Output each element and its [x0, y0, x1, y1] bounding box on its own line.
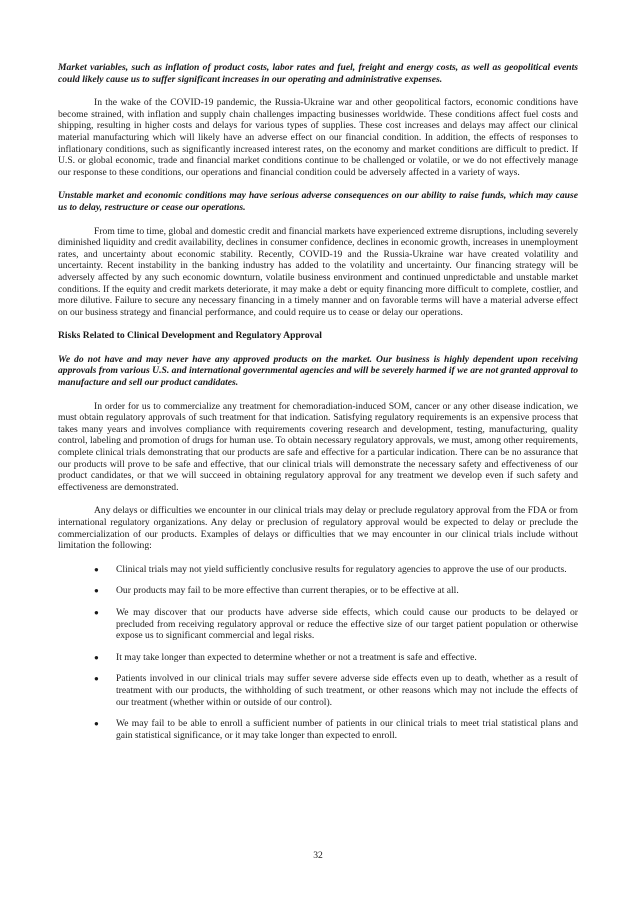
- paragraph-market-conditions: From time to time, global and domestic credit and financial markets have experienced extreme disruptions, including severely diminished liquidity and credit availability, declines in consumer confidence, declines in economic growth, increases in unemployment rates, and uncertainty about economic stability. Recently, COVID-19 and the Russia-Ukraine war have created volatility and uncertainty. Recent instability in the banking industry has added to the volatility and uncertainty. Our financing strategy will be adversely affected by any such economic downturn, volatile business environment and continued unpredictable and unstable market conditions. If the equity and credit markets deteriorate, it may make a debt or equity financing more difficult to complete, costlier, and more dilutive. Failure to secure any necessary financing in a timely manner and on favorable terms will have a material adverse effect on our business strategy and financial performance, and could require us to cease or delay our operations.: [58, 225, 578, 318]
- bullet-icon: ●: [94, 586, 99, 596]
- bullet-icon: ●: [94, 674, 99, 684]
- bullet-icon: ●: [94, 719, 99, 729]
- bullet-icon: ●: [94, 564, 99, 574]
- paragraph-regulatory-approval: In order for us to commercialize any treatment for chemoradiation-induced SOM, cancer or any other disease indication, we must obtain regulatory approvals of such treatment for that indication. Satisfying regulatory requirements is an expensive process that takes many years and involves compliance with requirements covering research and development, testing, manufacturing, quality control, labeling and promotion of drugs for human use. To obtain necessary regulatory approvals, we must, among other requirements, complete clinical trials demonstrating that our products are safe and effective for a particular indication. There can be no assurance that our products will prove to be safe and effective, that our clinical trials will demonstrate the necessary safety and effectiveness of our product candidates, or that we will succeed in obtaining regulatory approval for any treatment we develop even if such safety and effectiveness are demonstrated.: [58, 400, 579, 493]
- risk-factor-heading-inflation: Market variables, such as inflation of product costs, labor rates and fuel, freight and energy costs, as well as geopolitical events could likely cause us to suffer significant increases in our operating and administrative expenses.: [58, 62, 578, 85]
- paragraph-trial-delays: Any delays or difficulties we encounter in our clinical trials may delay or preclude regulatory approval from the FDA or from international regulatory organizations. Any delay or preclusion of regulatory approval would be expected to delay or preclude the commercialization of our products. Examples of delays or difficulties that we may encounter in our clinical trials include without limitation the following:: [58, 505, 578, 552]
- list-item: [58, 718, 578, 741]
- list-item: [58, 652, 578, 664]
- section-heading-clinical-regulatory: Risks Related to Clinical Development and Regulatory Approval: [58, 330, 322, 342]
- list-item-text: Clinical trials may not yield sufficiently conclusive results for regulatory agencies to approve the use of our products.: [116, 563, 567, 575]
- paragraph-inflation: In the wake of the COVID-19 pandemic, the Russia-Ukraine war and other geopolitical factors, economic conditions have become strained, with inflation and supply chain challenges impacting businesses worldwide. These conditions affect fuel costs and shipping, resulting in higher costs and delays for various types of supplies. These cost increases and delays may affect our clinical material manufacturing which will likely have an adverse effect on our financial condition. In addition, the effects of responses to inflationary conditions, such as significantly increased interest rates, on the economy and market conditions are difficult to predict. If U.S. or global economic, trade and financial market conditions continue to be challenged or volatile, or we do not effectively manage our response to these conditions, our operations and financial condition could be adversely affected in a variety of ways.: [58, 97, 578, 178]
- page-number: 32: [313, 850, 323, 861]
- risk-factor-heading-market-conditions: Unstable market and economic conditions may have serious adverse consequences on our ability to raise funds, which may cause us to delay, restructure or cease our operations.: [58, 190, 578, 213]
- list-item-text: Patients involved in our clinical trials may suffer severe adverse side effects even up to death, whether as a result of treatment with our products, the withholding of such treatment, or other reasons which may not include the effects of our treatment (whether within or outside of our control).: [116, 673, 578, 708]
- list-item: [58, 564, 578, 576]
- bullet-icon: ●: [94, 652, 99, 662]
- list-item: [58, 673, 578, 708]
- list-item-text: It may take longer than expected to determine whether or not a treatment is safe and effective.: [116, 651, 477, 663]
- list-item-text: We may fail to be able to enroll a sufficient number of patients in our clinical trials to meet trial statistical plans and gain statistical significance, or it may take longer than expected to enroll.: [116, 718, 578, 741]
- list-item-text: Our products may fail to be more effective than current therapies, or to be effective at all.: [116, 585, 459, 597]
- bullet-icon: ●: [94, 607, 99, 617]
- list-item: [58, 607, 578, 642]
- delay-examples-list: [58, 564, 578, 742]
- list-item: [58, 585, 578, 597]
- risk-factor-heading-approval: We do not have and may never have any approved products on the market. Our business is highly dependent upon receiving approvals from various U.S. and international governmental agencies and will be severely harmed if we are not granted approval to manufacture and sell our product candidates.: [58, 353, 578, 389]
- list-item-text: We may discover that our products have adverse side effects, which could cause our products to be delayed or precluded from receiving regulatory approval or reduce the effective size of our target patient population or otherwise expose us to significant commercial and legal risks.: [116, 606, 578, 642]
